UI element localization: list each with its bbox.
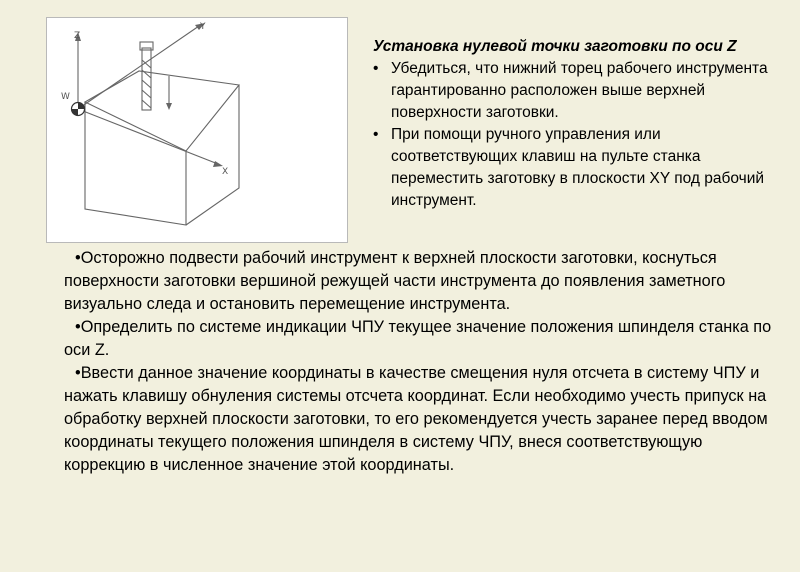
x-axis-label: X [222,167,229,177]
w-point-label: W [61,92,70,102]
section-title: Установка нулевой точки заготовки по оси Z [373,38,737,55]
side-item-text: Убедиться, что нижний торец рабочего инструмента гарантированно расположен выше верхней поверхности заготовки. [391,60,768,121]
workpiece-figure [46,17,348,243]
bullet-icon: • [373,126,379,143]
box-front-face [85,102,186,225]
y-axis-label: Y [200,22,206,32]
side-item-text: При помощи ручного управления или соответствующих клавиш на пульте станка переместить заготовку в плоскости XY под рабочий инструмент. [391,126,765,209]
side-bullet-list [373,58,773,212]
main-text-block [64,247,774,477]
step-paragraph: •Ввести данное значение координаты в качестве смещения нуля отсчета в систему ЧПУ и нажать клавишу обнуления системы отсчета координат. Если необходимо учесть припуск на обработку верхней плоскости заготовки, то его рекомендуется учесть заранее перед вводом координаты текущего положения шпинделя в систему ЧПУ, внеся соответствующую коррекцию в численное значение этой координаты. [64,364,768,474]
box-top-face [85,71,239,151]
side-list-item [373,58,773,124]
workpiece-diagram [47,18,347,242]
z-axis-label: Z [74,31,81,41]
bullet-icon: • [373,60,379,77]
side-list-item [373,124,773,212]
step-paragraph: •Определить по системе индикации ЧПУ текущее значение положения шпинделя станка по оси Z. [64,318,772,359]
y-axis [78,26,199,109]
side-text-block [373,36,773,212]
step-paragraph: •Осторожно подвести рабочий инструмент к верхней плоскости заготовки, коснуться поверхности заготовки вершиной режущей части инструмента до появления заметного визуально следа и остановить перемещение инструмента. [64,249,726,313]
